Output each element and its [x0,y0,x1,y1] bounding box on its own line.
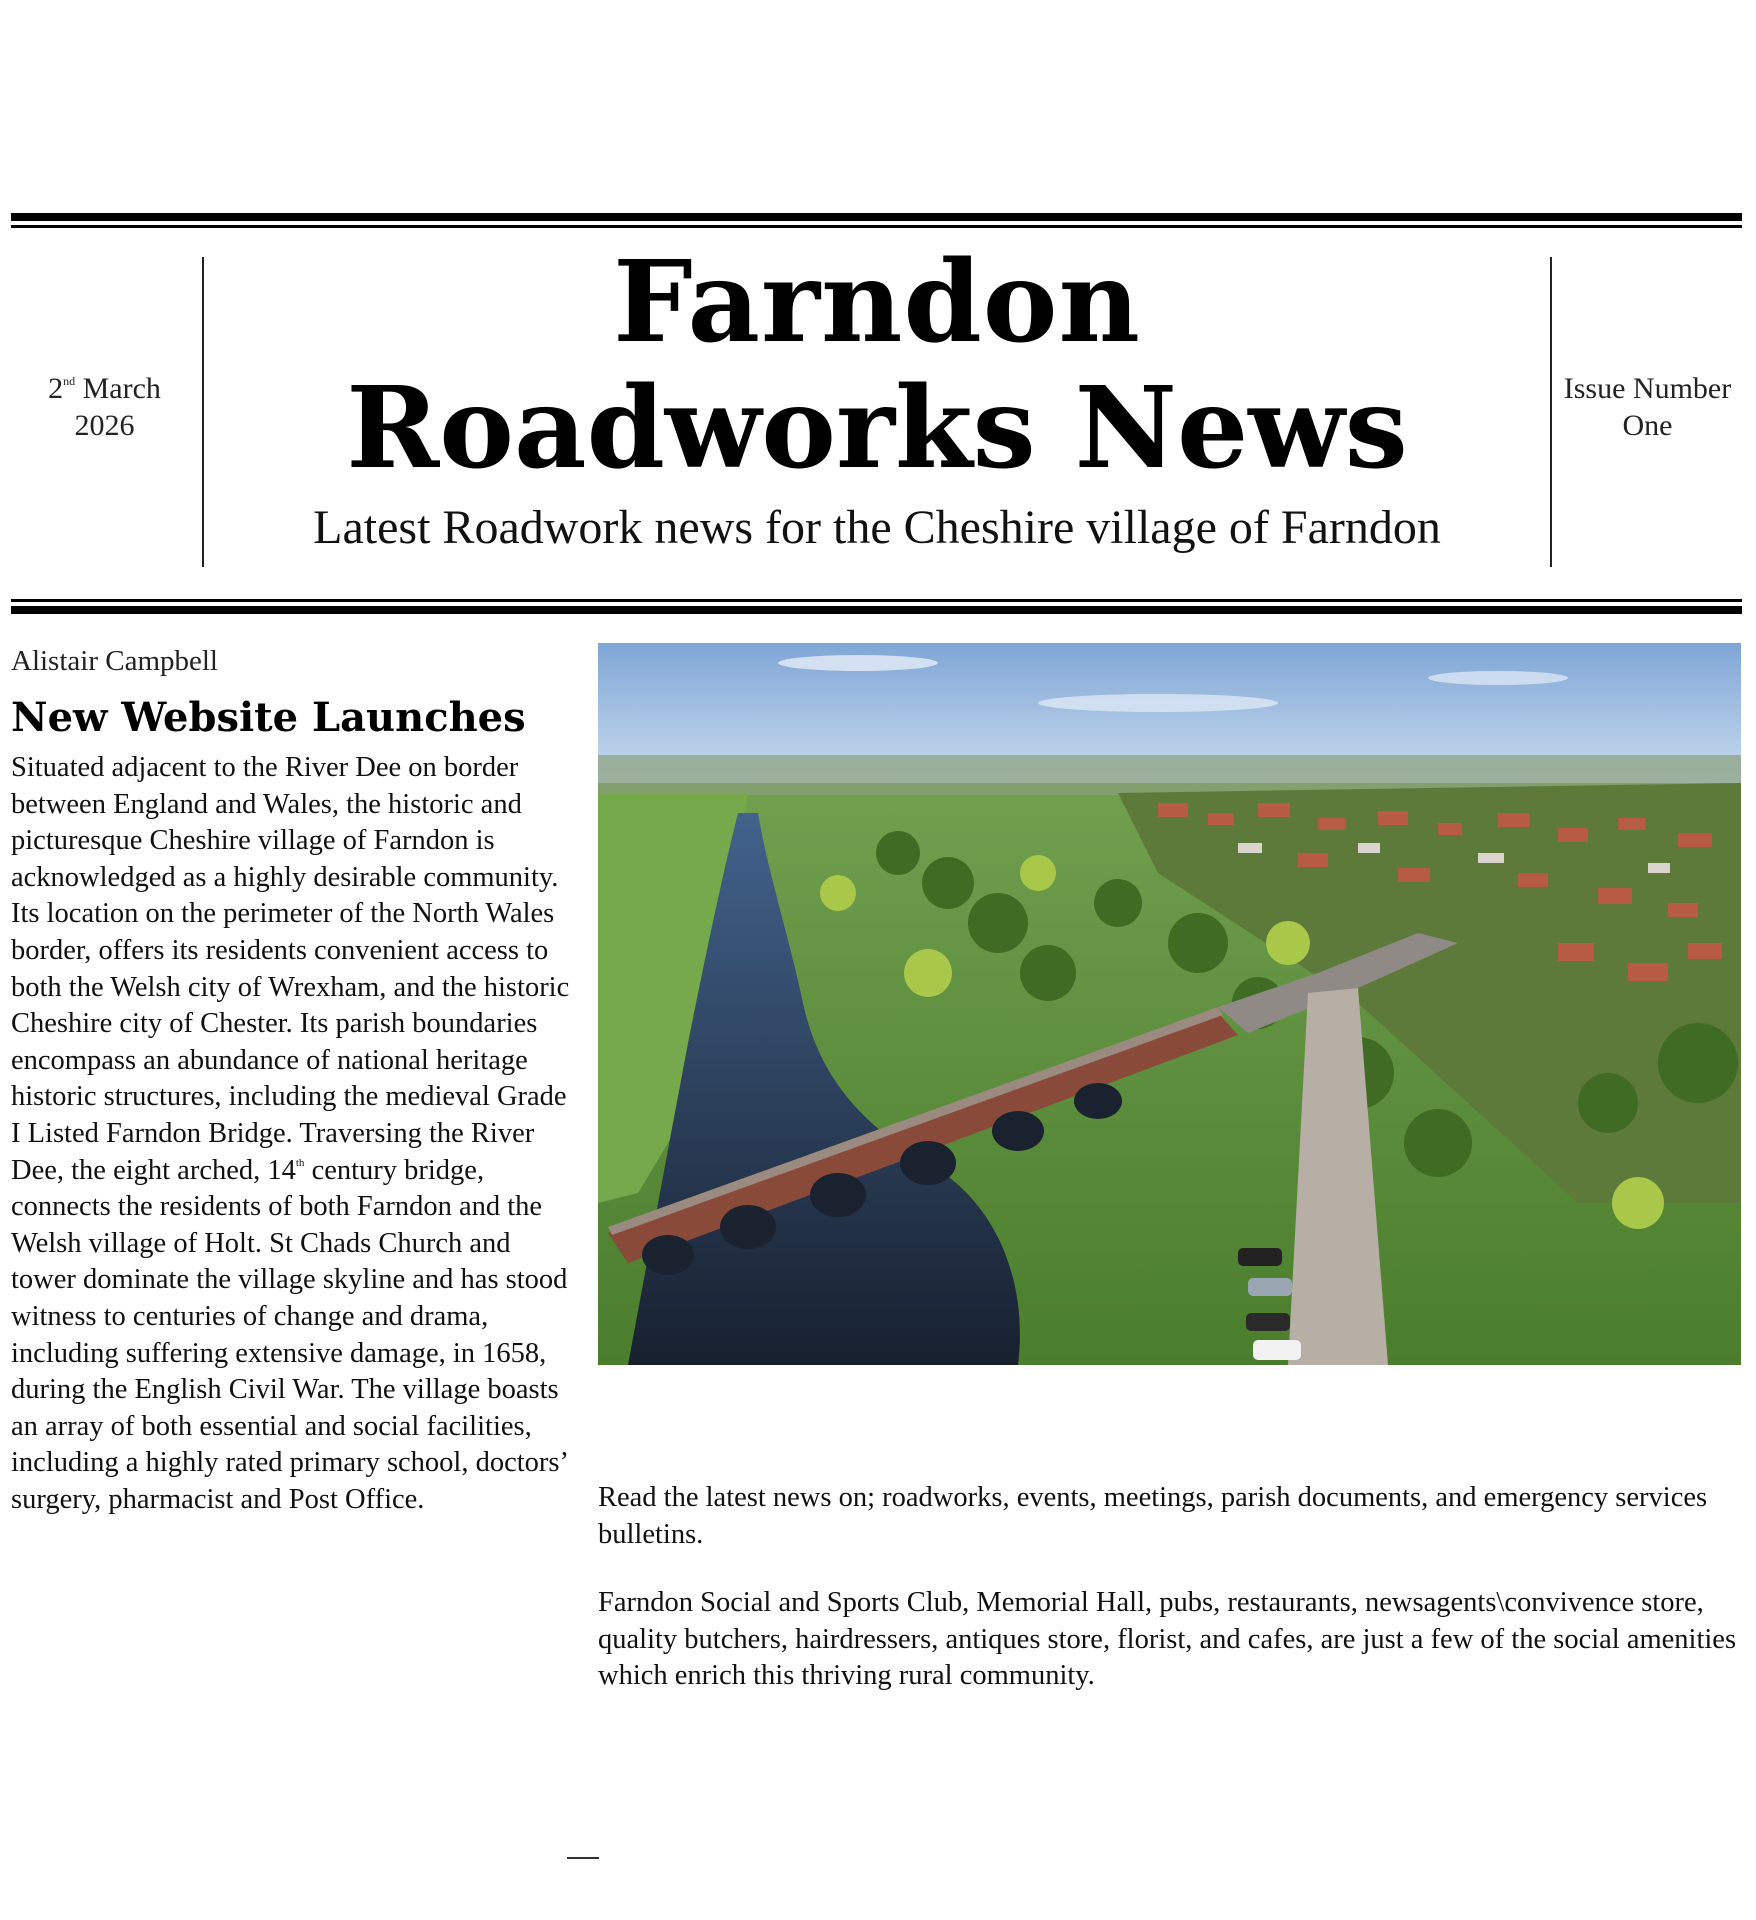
issue-number-line2: One [1622,409,1673,442]
sidebar-paragraph-amenities: Farndon Social and Sports Club, Memorial Hall, pubs, restaurants, newsagents\convivence store, quality butchers, hairdressers, antiques store, florist, and cafes, are just a few of the social amenities which enrich this thriving rural community. [598,1587,1737,1692]
date-year: 2026 [74,409,135,442]
masthead-title-line2: Roadworks News [346,363,1408,494]
masthead-subtitle: Latest Roadwork news for the Cheshire village of Farndon [313,501,1441,554]
article-body-ordinal: th [295,1156,305,1169]
issue-date [12,370,197,444]
date-month: March [82,372,161,405]
issue-number [1550,370,1745,444]
sidebar-paragraph-news: Read the latest news on; roadworks, events, meetings, parish documents, and emergency services bulletins. [598,1482,1708,1550]
article-body [11,750,576,1518]
masthead-top-rule-thin [11,225,1742,228]
issue-number-line1: Issue Number [1563,372,1732,405]
date-suffix: nd [63,374,76,388]
masthead-top-rule-thick [11,213,1742,221]
masthead-bottom-rule-thick [11,606,1742,614]
masthead [204,237,1550,556]
footer-dash [567,1857,599,1859]
date-day: 2 [48,372,64,405]
masthead-title-line1: Farndon [613,237,1141,368]
article-headline: New Website Launches [11,694,526,741]
masthead-bottom-rule-thin [11,599,1742,602]
article-body-part1: Situated adjacent to the River Dee on border between England and Wales, the historic and picturesque Cheshire village of Farndon is acknowledged as a highly desirable community. Its location on the perimeter of the North Wales border, offers its residents convenient access to both the Welsh city of Wrexham, and the historic Cheshire city of Chester. Its parish boundaries encompass an abundance of national heritage historic structures, including the medieval Grade I Listed Farndon Bridge. Traversing the River Dee, the eight arched, 14 [11,752,570,1186]
article-byline: Alistair Campbell [11,645,218,677]
article-body-part2: century bridge, connects the residents of both Farndon and the Welsh village of Holt. St Chads Church and tower dominate the village skyline and has stood witness to centuries of change and drama, including suffering extensive damage, in 1658, during the English Civil War. The village boasts an array of both essential and social facilities, including a highly rated primary school, doctors’ surgery, pharmacist and Post Office. [11,1154,568,1515]
aerial-photo-farndon-bridge [598,643,1741,1365]
